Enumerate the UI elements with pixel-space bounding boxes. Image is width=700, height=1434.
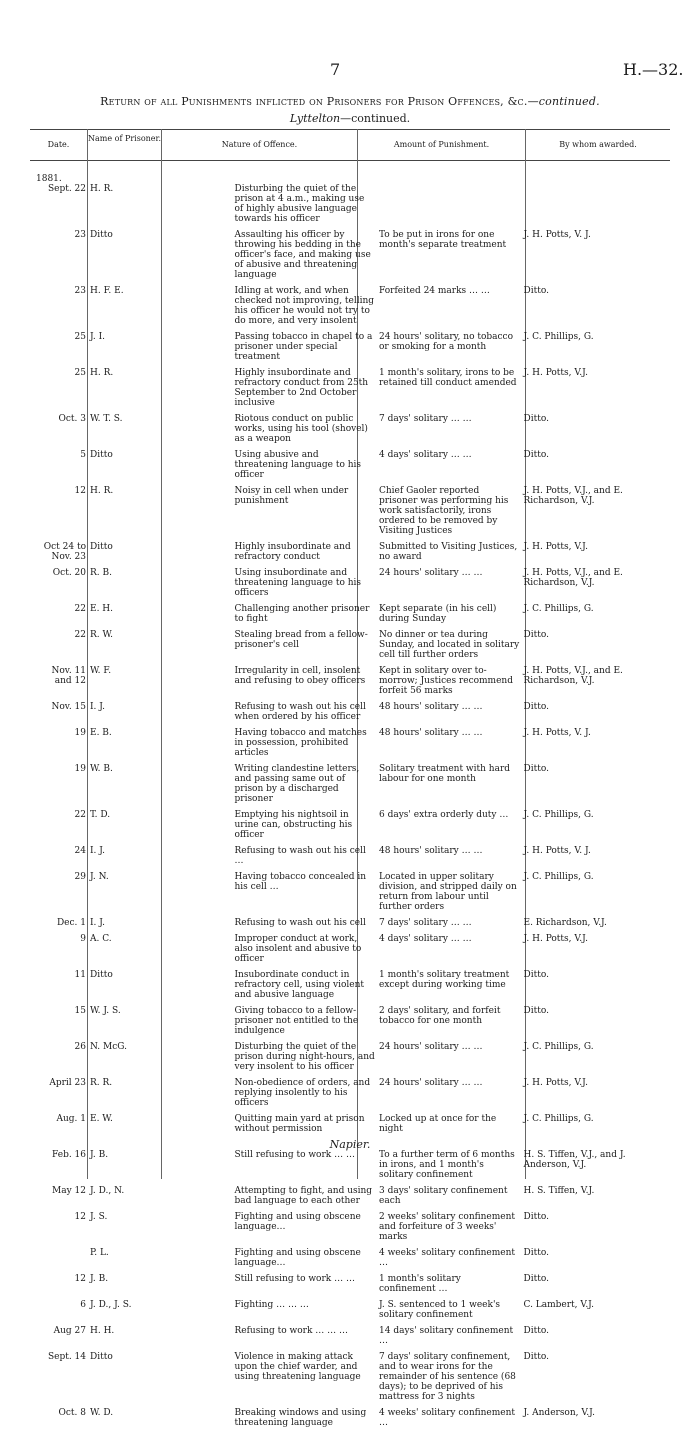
punishment-cell: 6 days' extra orderly duty … (379, 810, 509, 820)
table-row (34, 1212, 666, 1242)
awarded-by-cell: Ditto. (523, 764, 549, 774)
awarded-by-cell: Ditto. (523, 450, 549, 460)
offence-cell: Emptying his nightsoil in urine can, obstructing his officer (234, 810, 353, 840)
date-cell: 26 (74, 1042, 86, 1052)
prisoner-name-cell: W. B. (90, 764, 113, 774)
punishment-cell: Kept separate (in his cell) during Sunday (379, 604, 497, 624)
table-row (34, 1114, 666, 1134)
column-header-name: Name of Prisoner. (88, 134, 162, 143)
awarded-by-cell (522, 184, 667, 224)
awarded-by-cell: J. C. Phillips, G. (523, 872, 594, 882)
date-cell: 29 (74, 872, 86, 882)
date-cell: Sept. 14 (47, 1352, 86, 1362)
table-row (34, 846, 666, 866)
prisoner-name-cell: P. L. (90, 1248, 109, 1258)
awarded-by-cell: Ditto. (523, 286, 549, 296)
offence-cell: Noisy in cell when under punishment (234, 486, 349, 506)
prisoner-name-cell: Ditto (90, 450, 113, 460)
awarded-by-cell: J. H. Potts, V. J. (523, 230, 591, 240)
offence-cell: Fighting … … … (234, 1300, 309, 1310)
table-row (34, 872, 666, 912)
prisoner-name-cell: E. H. (90, 604, 114, 614)
prisoner-name-cell: J. D., N. (90, 1186, 125, 1196)
awarded-by-cell: Ditto. (523, 1274, 549, 1284)
date-cell: April 23 (49, 1078, 86, 1088)
page-number: 7 (330, 60, 341, 79)
punishment-cell: 7 days' solitary … … (379, 918, 472, 928)
date-cell (34, 1248, 88, 1268)
date-cell: Aug 27 (53, 1326, 86, 1336)
offence-cell: Writing clandestine letters, and passing same out of prison by a discharged prisoner (234, 764, 360, 804)
offence-cell: Giving tobacco to a fellow-prisoner not entitled to the indulgence (234, 1006, 359, 1036)
prisoner-name-cell: Ditto (90, 970, 113, 980)
offence-cell: Refusing to wash out his cell … (234, 846, 366, 866)
date-cell: 11 (74, 970, 86, 980)
table-row (34, 1186, 666, 1206)
prisoner-name-cell: J. I. (90, 332, 106, 342)
title-main: Punishments inflicted on Prisoners for Prison Offences, &c. (181, 95, 528, 108)
offence-cell: Insubordinate conduct in refractory cell, using violent and abusive language (234, 970, 365, 1000)
punishment-cell: Locked up at once for the night (379, 1114, 497, 1134)
subtitle-continued: —continued. (340, 112, 411, 125)
offence-cell: Disturbing the quiet of the prison during night-hours, and very insolent to his officer (234, 1042, 375, 1072)
table-row (34, 764, 666, 804)
offence-cell: Challenging another prisoner to fight (234, 604, 370, 624)
table-row (34, 1150, 666, 1180)
table-row (34, 934, 666, 964)
punishment-cell: 24 hours' solitary, no tobacco or smoking for a month (379, 332, 514, 352)
date-cell: Oct. 8 (58, 1408, 86, 1418)
table-row (34, 918, 666, 928)
punishment-cell: 48 hours' solitary … … (379, 728, 483, 738)
awarded-by-cell: J. Anderson, V.J. (523, 1408, 595, 1418)
awarded-by-cell: Ditto. (523, 1248, 549, 1258)
prisoner-name-cell: J. D., J. S. (90, 1300, 132, 1310)
prisoner-name-cell: J. S. (90, 1212, 108, 1222)
offence-cell: Disturbing the quiet of the prison at 4 a.m., making use of highly abusive language towards his officer (234, 184, 365, 224)
punishment-cell: 4 weeks' solitary confinement … (379, 1248, 516, 1268)
offence-cell: Refusing to wash out his cell (234, 918, 366, 928)
offence-cell: Refusing to wash out his cell when ordered by his officer (234, 702, 366, 722)
prisoner-name-cell: I. J. (90, 846, 106, 856)
awarded-by-cell: J. C. Phillips, G. (523, 332, 594, 342)
header-top-rule (30, 129, 670, 130)
punishment-cell: To a further term of 6 months in irons, and 1 month's solitary confinement (379, 1150, 515, 1180)
offence-cell: Non-obedience of orders, and replying insolently to his officers (234, 1078, 371, 1108)
date-cell: 19 (74, 764, 86, 774)
punishment-cell: 4 weeks' solitary confinement … (379, 1408, 516, 1428)
prisoner-name-cell: Ditto (90, 542, 113, 552)
date-cell: 12 (74, 1274, 86, 1284)
prisoner-name-cell: H. H. (90, 1326, 115, 1336)
punishment-cell: 7 days' solitary confinement, and to wear irons for the remainder of his sentence (68 days); to be deprived of his mattress for 3 nights (379, 1352, 516, 1402)
offence-cell: Riotous conduct on public works, using his tool (shovel) as a weapon (234, 414, 368, 444)
date-cell: Nov. 15 (51, 702, 86, 712)
awarded-by-cell: J. H. Potts, V.J. (523, 934, 588, 944)
date-cell: 23 (74, 230, 86, 240)
offence-cell: Quitting main yard at prison without permission (234, 1114, 365, 1134)
prisoner-name-cell: N. McG. (90, 1042, 128, 1052)
table-row (34, 542, 666, 562)
table-row (34, 1042, 666, 1072)
awarded-by-cell: J. H. Potts, V.J., and E. Richardson, V.J. (523, 568, 623, 588)
prisoner-name-cell: I. J. (90, 702, 106, 712)
date-cell: Sept. 22 (47, 184, 86, 194)
table-row (34, 368, 666, 408)
awarded-by-cell: J. H. Potts, V.J. (523, 1078, 588, 1088)
offence-cell: Refusing to work … … … (234, 1326, 349, 1336)
punishment-cell: J. S. sentenced to 1 week's solitary confinement (379, 1300, 501, 1320)
punishment-cell: 24 hours' solitary … … (379, 568, 483, 578)
year-label: 1881. (36, 174, 62, 184)
punishment-cell: 3 days' solitary confinement each (379, 1186, 508, 1206)
date-cell: Dec. 1 (56, 918, 86, 928)
table-row (34, 604, 666, 624)
column-header-amount: Amount of Punishment. (393, 140, 490, 149)
punishment-cell: 24 hours' solitary … … (379, 1078, 483, 1088)
table-row (34, 1352, 666, 1402)
date-cell: Feb. 16 (51, 1150, 86, 1160)
page-header (0, 60, 700, 80)
awarded-by-cell: Ditto. (523, 1326, 549, 1336)
offence-cell: Using abusive and threatening language to his officer (234, 450, 362, 480)
awarded-by-cell: J. H. Potts, V.J. (523, 542, 588, 552)
offence-cell: Improper conduct at work, also insolent and abusive to officer (234, 934, 362, 964)
prisoner-name-cell: R. W. (90, 630, 114, 640)
date-cell: 15 (74, 1006, 86, 1016)
offence-cell: Attempting to fight, and using bad language to each other (234, 1186, 373, 1206)
punishment-cell: Solitary treatment with hard labour for one month (379, 764, 511, 784)
offence-cell: Highly insubordinate and refractory conduct (234, 542, 351, 562)
punishment-cell: Forfeited 24 marks … … (379, 286, 490, 296)
document-title (0, 95, 700, 108)
table-row (34, 630, 666, 660)
punishment-cell: 1 month's solitary, irons to be retained till conduct amended (379, 368, 517, 388)
prisoner-name-cell: E. B. (90, 728, 112, 738)
awarded-by-cell: Ditto. (523, 1006, 549, 1016)
date-cell: 23 (74, 286, 86, 296)
prisoner-name-cell: I. J. (90, 918, 106, 928)
table-row (34, 450, 666, 480)
punishment-cell: 48 hours' solitary … … (379, 846, 483, 856)
offence-cell: Having tobacco concealed in his cell … (234, 872, 367, 892)
punishment-cell: 4 days' solitary … … (379, 934, 472, 944)
punishment-cell: Submitted to Visiting Justices, no award (379, 542, 518, 562)
offence-cell: Still refusing to work … … (234, 1274, 355, 1284)
punishment-cell: 2 days' solitary, and forfeit tobacco for one month (379, 1006, 501, 1026)
awarded-by-cell: J. C. Phillips, G. (523, 1042, 594, 1052)
offence-cell: Assaulting his officer by throwing his bedding in the officer's face, and making use of abusive and threatening language (234, 230, 371, 280)
section-heading-row (34, 1140, 666, 1150)
punishment-cell: 24 hours' solitary … … (379, 1042, 483, 1052)
date-cell: 25 (74, 332, 86, 342)
punishment-cell: 1 month's solitary treatment except during working time (379, 970, 510, 990)
awarded-by-cell: H. S. Tiffen, V.J. (523, 1186, 595, 1196)
table-row (34, 1408, 666, 1428)
offence-cell: Irregularity in cell, insolent and refusing to obey officers (234, 666, 366, 686)
column-header-offence: Nature of Offence. (221, 140, 298, 149)
punishment-cell: Chief Gaoler reported prisoner was performing his work satisfactorily, irons ordered to be removed by Visiting Justices (379, 486, 509, 536)
punishment-cell: 1 month's solitary confinement … (379, 1274, 461, 1294)
punishment-cell: Located in upper solitary division, and stripped daily on return from labour until further orders (379, 872, 517, 912)
table-row (34, 1274, 666, 1294)
awarded-by-cell: H. S. Tiffen, V.J., and J. Anderson, V.J. (523, 1150, 626, 1170)
awarded-by-cell: J. H. Potts, V.J., and E. Richardson, V.J. (523, 486, 623, 506)
table-row (34, 728, 666, 758)
table-row (34, 414, 666, 444)
prisoner-name-cell: H. R. (90, 184, 114, 194)
date-cell: Nov. 11 and 12 (51, 666, 86, 686)
section-heading-napier: Napier. (329, 1138, 371, 1151)
date-cell: 22 (74, 604, 86, 614)
date-cell: Aug. 1 (56, 1114, 86, 1124)
table-row (34, 666, 666, 696)
awarded-by-cell: J. C. Phillips, G. (523, 604, 594, 614)
prisoner-name-cell: W. F. (90, 666, 112, 676)
document-subtitle (0, 112, 700, 125)
prisoner-name-cell: T. D. (90, 810, 111, 820)
column-header-date: Date. (47, 140, 70, 149)
punishment-cell: 7 days' solitary … … (379, 414, 472, 424)
date-cell: 24 (74, 846, 86, 856)
date-cell: 9 (80, 934, 86, 944)
table-row (34, 970, 666, 1000)
table-row (34, 230, 666, 280)
prisoner-name-cell: H. R. (90, 486, 114, 496)
column-header-awarded: By whom awarded. (559, 140, 637, 149)
offence-cell: Fighting and using obscene language… (234, 1248, 361, 1268)
offence-cell: Fighting and using obscene language… (234, 1212, 361, 1232)
date-cell: 12 (74, 486, 86, 496)
date-cell: Oct 24 to Nov. 23 (43, 542, 86, 562)
offence-cell: Having tobacco and matches in possession, prohibited articles (234, 728, 367, 758)
prisoner-name-cell: H. R. (90, 368, 114, 378)
awarded-by-cell: C. Lambert, V.J. (523, 1300, 594, 1310)
prisoner-name-cell: R. B. (90, 568, 112, 578)
title-prefix: Return of all (100, 95, 182, 108)
offence-cell: Still refusing to work … … (234, 1150, 355, 1160)
offence-cell: Highly insubordinate and refractory conduct from 25th September to 2nd October inclusive (234, 368, 369, 408)
date-cell: 22 (74, 630, 86, 640)
awarded-by-cell: J. H. Potts, V. J. (523, 846, 591, 856)
prisoner-name-cell: Ditto (90, 1352, 113, 1362)
date-cell: May 12 (52, 1186, 86, 1196)
date-cell: Oct. 20 (52, 568, 86, 578)
table-row (34, 332, 666, 362)
offence-cell: Violence in making attack upon the chief warder, and using threatening language (234, 1352, 361, 1382)
punishments-table (34, 174, 666, 1434)
date-cell: 12 (74, 1212, 86, 1222)
awarded-by-cell: Ditto. (523, 1212, 549, 1222)
punishment-cell: 4 days' solitary … … (379, 450, 472, 460)
prisoner-name-cell: W. D. (90, 1408, 114, 1418)
offence-cell: Idling at work, and when checked not improving, telling his officer he would not try to do more, and very insolent (234, 286, 375, 326)
table-row (34, 486, 666, 536)
prisoner-name-cell: E. W. (90, 1114, 113, 1124)
prisoner-name-cell: A. C. (90, 934, 112, 944)
punishment-cell: 48 hours' solitary … … (379, 702, 483, 712)
table-row (34, 568, 666, 598)
prisoner-name-cell: R. R. (90, 1078, 113, 1088)
awarded-by-cell: Ditto. (523, 1352, 549, 1362)
date-cell: 25 (74, 368, 86, 378)
prisoner-name-cell: H. F. E. (90, 286, 124, 296)
table-row (34, 1248, 666, 1268)
document-reference: H.—32. (623, 60, 684, 79)
table-row (34, 1006, 666, 1036)
date-cell: 19 (74, 728, 86, 738)
table-row (34, 702, 666, 722)
punishment-cell: No dinner or tea during Sunday, and located in solitary cell till further orders (379, 630, 520, 660)
table-row (34, 1078, 666, 1108)
punishment-cell: Kept in solitary over to-morrow; Justices recommend forfeit 56 marks (379, 666, 513, 696)
prisoner-name-cell: W. J. S. (90, 1006, 121, 1016)
awarded-by-cell: J. H. Potts, V.J., and E. Richardson, V.J. (523, 666, 623, 686)
table-row (34, 810, 666, 840)
punishment-cell: To be put in irons for one month's separate treatment (379, 230, 507, 250)
table-row (34, 286, 666, 326)
header-bottom-rule (30, 160, 670, 161)
awarded-by-cell: J. H. Potts, V. J. (523, 728, 591, 738)
awarded-by-cell: Ditto. (523, 630, 549, 640)
table-row (34, 184, 666, 224)
awarded-by-cell: J. C. Phillips, G. (523, 810, 594, 820)
offence-cell: Breaking windows and using threatening language (234, 1408, 367, 1428)
date-cell: Oct. 3 (58, 414, 86, 424)
subtitle-place: Lyttelton (289, 112, 341, 125)
awarded-by-cell: J. H. Potts, V.J. (523, 368, 588, 378)
awarded-by-cell: E. Richardson, V.J. (523, 918, 607, 928)
prisoner-name-cell: Ditto (90, 230, 113, 240)
offence-cell: Stealing bread from a fellow-prisoner's cell (234, 630, 368, 650)
prisoner-name-cell: J. B. (90, 1274, 109, 1284)
prisoner-name-cell: J. N. (90, 872, 109, 882)
offence-cell: Passing tobacco in chapel to a prisoner under special treatment (234, 332, 373, 362)
year-row (34, 174, 666, 184)
awarded-by-cell: J. C. Phillips, G. (523, 1114, 594, 1124)
awarded-by-cell: Ditto. (523, 414, 549, 424)
date-cell: 22 (74, 810, 86, 820)
awarded-by-cell: Ditto. (523, 702, 549, 712)
date-cell: 5 (80, 450, 86, 460)
awarded-by-cell: Ditto. (523, 970, 549, 980)
title-continued: —continued. (527, 95, 600, 108)
punishment-cell: 14 days' solitary confinement … (379, 1326, 514, 1346)
date-cell: 6 (80, 1300, 86, 1310)
punishment-cell (377, 184, 522, 224)
punishment-cell: 2 weeks' solitary confinement and forfeiture of 3 weeks' marks (379, 1212, 516, 1242)
table-row (34, 1300, 666, 1320)
prisoner-name-cell: W. T. S. (90, 414, 123, 424)
table-row (34, 1326, 666, 1346)
prisoner-name-cell: J. B. (90, 1150, 109, 1160)
offence-cell: Using insubordinate and threatening language to his officers (234, 568, 362, 598)
row-spacer (34, 1428, 666, 1434)
